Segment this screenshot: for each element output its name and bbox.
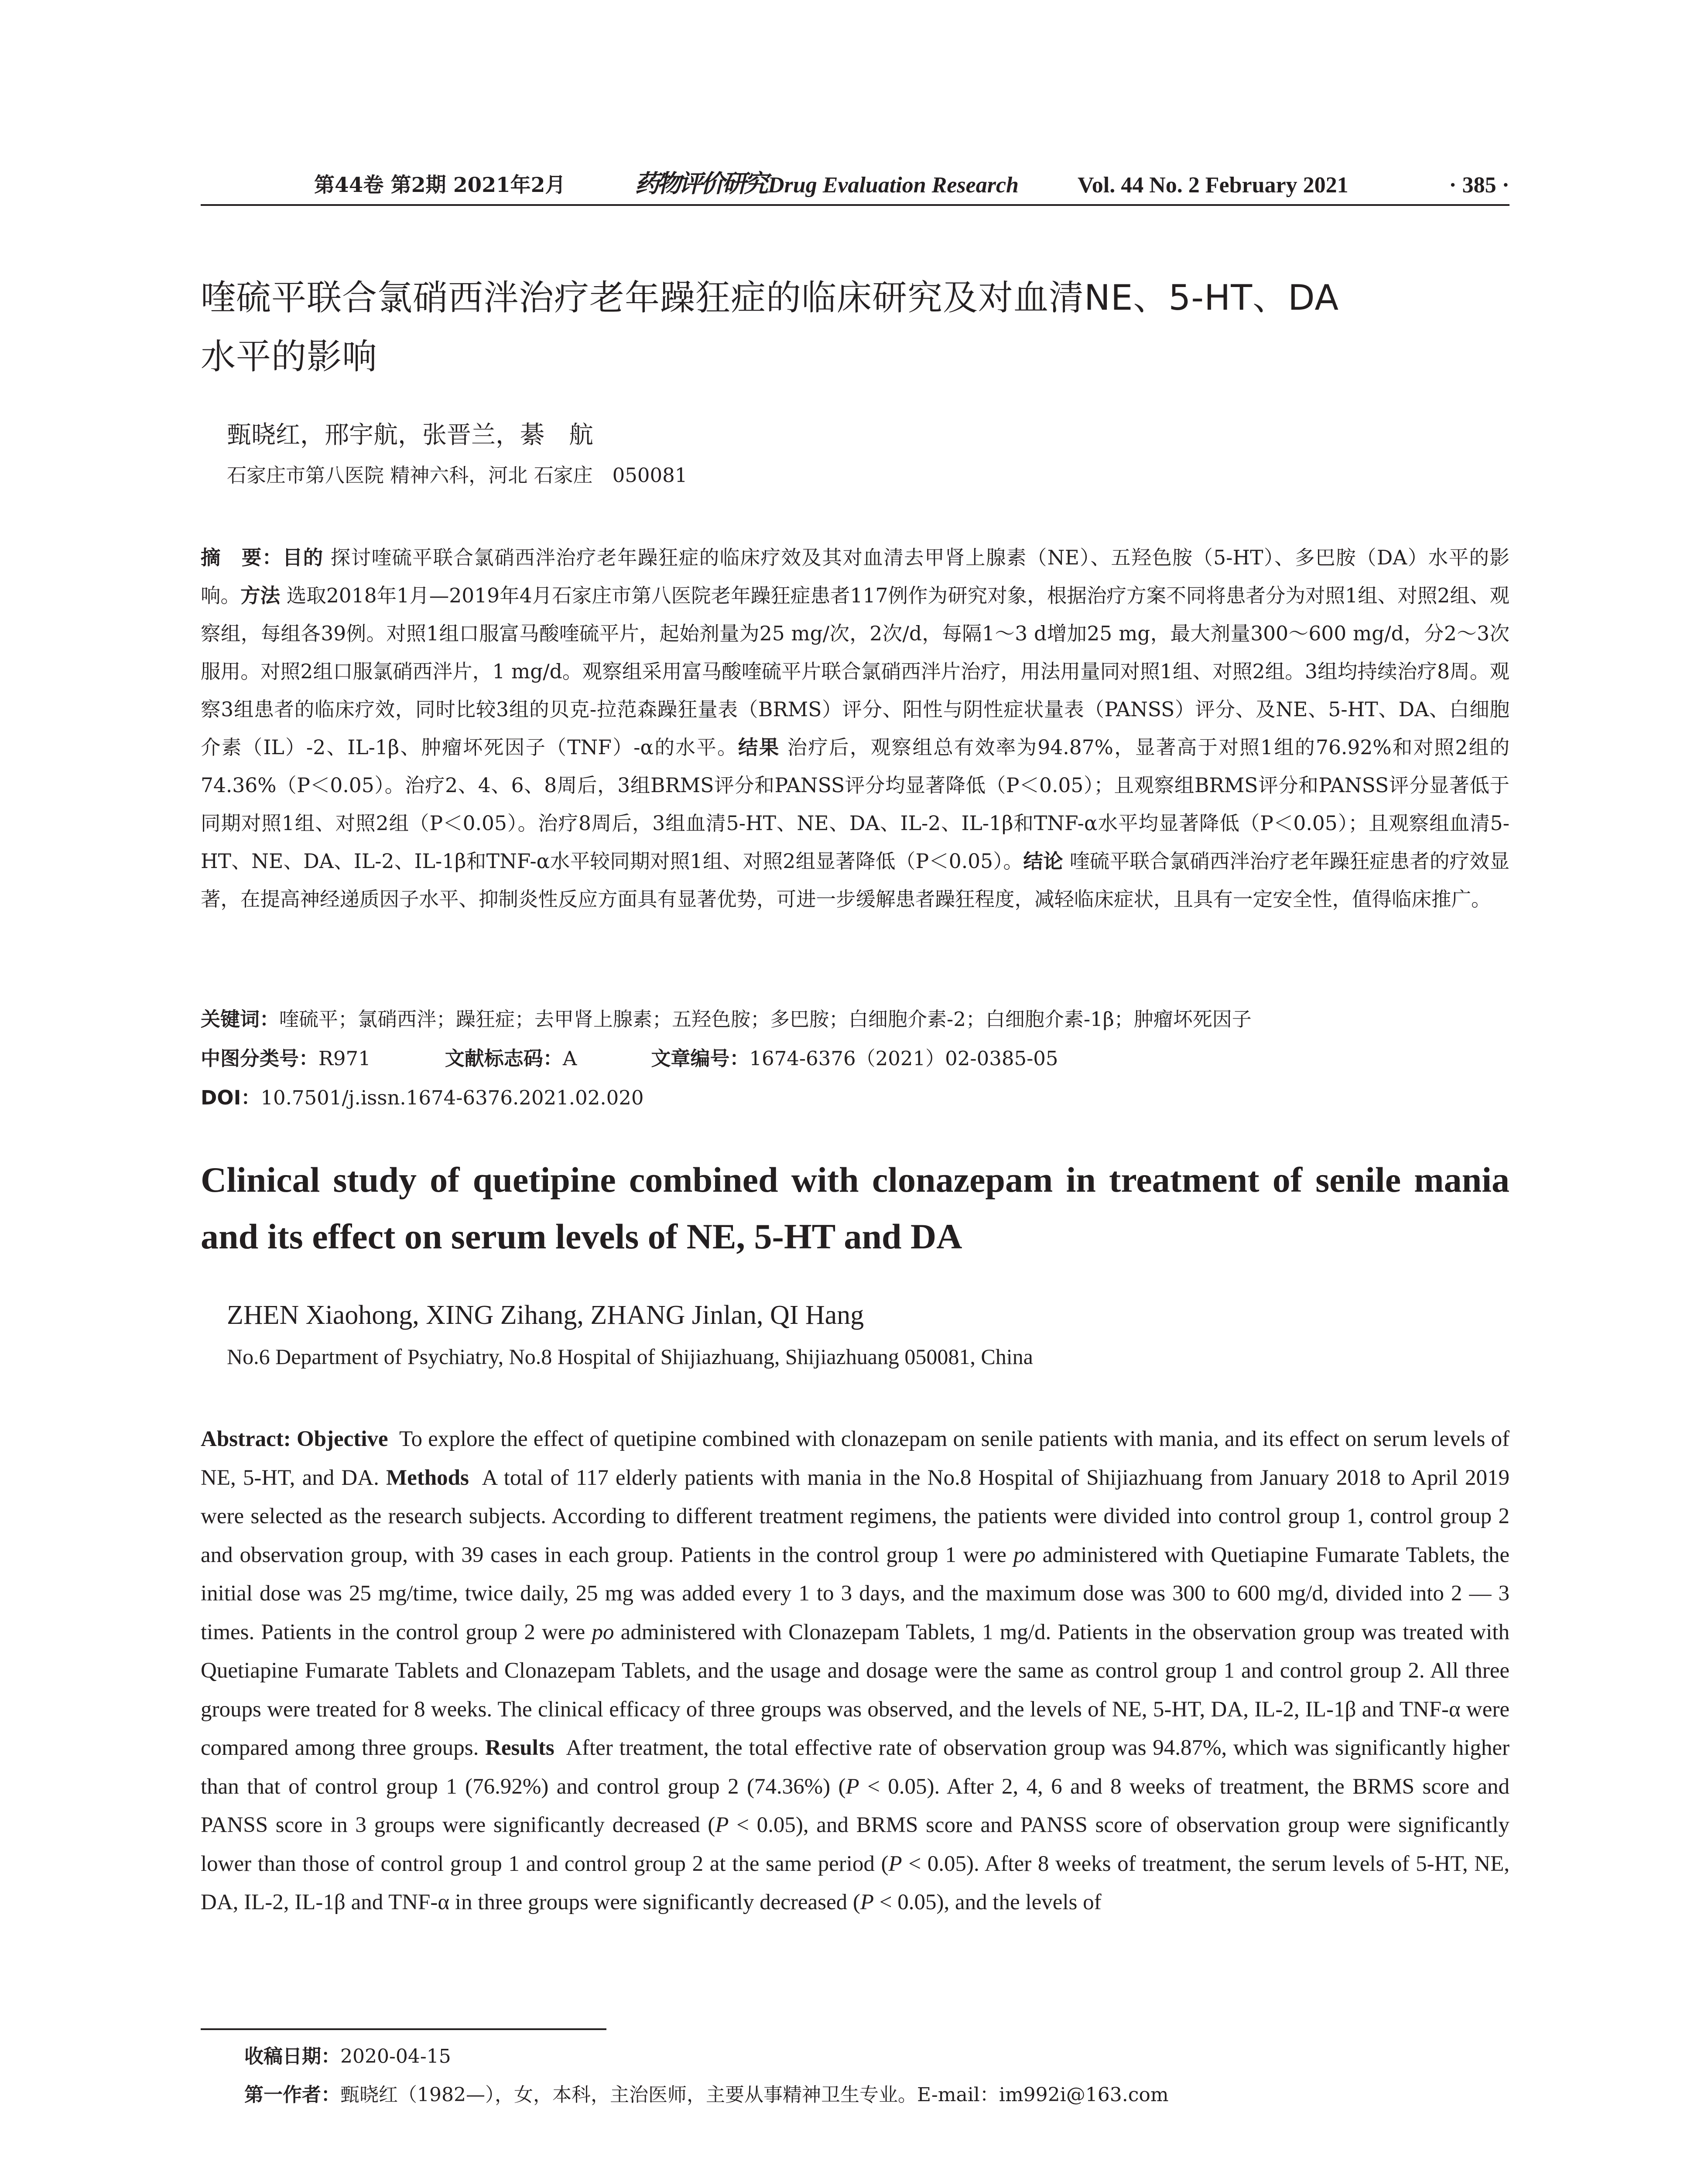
objective-cn-label: 目的 — [282, 546, 324, 569]
affiliation-en: No.6 Department of Psychiatry, No.8 Hospital of Shijiazhuang, Shijiazhuang 050081, China — [227, 1344, 1033, 1369]
doc-code-value: A — [562, 1047, 577, 1070]
keywords-cn-text: 喹硫平；氯硝西泮；躁狂症；去甲肾上腺素；五羟色胺；多巴胺；白细胞介素-2；白细胞介素-1β；肿瘤坏死因子 — [279, 1008, 1252, 1031]
journal-name-en: Drug Evaluation Research — [768, 173, 1019, 198]
classification-line — [201, 1039, 1509, 1077]
conclusion-cn-label: 结论 — [1023, 850, 1064, 873]
objective-en-text: To explore the effect of quetipine combined with clonazepam on senile patients with mania, and its effect on serum levels of NE, 5-HT, and DA. — [201, 1427, 1509, 1490]
doi-label: DOI： — [201, 1086, 261, 1109]
methods-cn-label: 方法 — [240, 584, 281, 607]
title-cn — [201, 268, 1509, 386]
results-cn-text: 治疗后，观察组总有效率为94.87%，显著高于对照1组的76.92%和对照2组的74.36%（P＜0.05）。治疗2、4、6、8周后，3组BRMS评分和PANSS评分均显著降低（P＜0.05）；且观察组BRMS评分和PANSS评分显著低于同期对照1组、对照2组（P＜0.05）。治疗8周后，3组血清5-HT、NE、DA、IL-2、IL-1β和TNF-α水平均显著降低（P＜0.05）；且观察组血清5-HT、NE、DA、IL-2、IL-1β和TNF-α水平较同期对照1组、对照2组显著降低（P＜0.05）。 — [201, 736, 1509, 873]
po-abbrev-1: po — [1013, 1542, 1036, 1567]
doi-value: 10.7501/j.issn.1674-6376.2021.02.020 — [260, 1086, 644, 1109]
conclusion-cn-text: 喹硫平联合氯硝西泮治疗老年躁狂症患者的疗效显著，在提高神经递质因子水平、抑制炎性反应方面具有显著优势，可进一步缓解患者躁狂程度，减轻临床症状，且具有一定安全性，值得临床推广。 — [201, 850, 1509, 911]
authors-cn: 甄晓红，邢宇航，张晋兰，綦 航 — [227, 421, 593, 449]
abstract-cn — [201, 539, 1509, 918]
abstract-en — [201, 1420, 1509, 1922]
title-cn-line-1: 喹硫平联合氯硝西泮治疗老年躁狂症的临床研究及对血清NE、5-HT、DA — [201, 277, 1339, 318]
running-head — [201, 169, 1509, 207]
p-value-symbol: P — [715, 1813, 729, 1837]
results-en-text-4: < 0.05). After 8 weeks of treatment, the serum levels of 5-HT, NE, DA, IL-2, IL-1β and TNF-α in three groups were significantly decreased ( — [201, 1851, 1509, 1914]
results-en-text-1: After treatment, the total effective rate of observation group was 94.87%, which was significantly higher than that of control group 1 (76.92%) and control group 2 (74.36%) ( — [201, 1736, 1509, 1799]
header-divider — [201, 204, 1509, 206]
article-number-label: 文章编号： — [651, 1047, 750, 1070]
results-en-text-3: < 0.05), and BRMS score and PANSS score of observation group were significantly lower than those of control group 1 and control group 2 at the same period ( — [201, 1813, 1510, 1876]
affiliation-cn: 石家庄市第八医院 精神六科，河北 石家庄 050081 — [227, 464, 688, 487]
article-number-value: 1674-6376（2021）02-0385-05 — [749, 1047, 1058, 1070]
keywords-cn-label: 关键词： — [201, 1008, 280, 1031]
first-author-value: 甄晓红（1982—），女，本科，主治医师，主要从事精神卫生专业。E-mail：im992i@163.com — [340, 2084, 1169, 2106]
abstract-cn-label: 摘 要： — [201, 546, 283, 569]
objective-en-label: Objective — [296, 1427, 388, 1451]
abstract-en-label: Abstract: — [201, 1427, 291, 1451]
p-value-symbol: P — [845, 1774, 859, 1799]
issue-info-cn: 第44卷 第2期 2021年2月 — [314, 173, 566, 197]
methods-en-text-1: A total of 117 elderly patients with mania in the No.8 Hospital of Shijiazhuang from January 2018 to April 2019 were selected as the research subjects. According to different treatment regimens, the patients were divided into control group 1, control group 2 and observation group, with 39 cases in each group. Patients in the control group 1 were — [201, 1465, 1510, 1567]
authors-en: ZHEN Xiaohong, XING Zihang, ZHANG Jinlan, QI Hang — [227, 1300, 864, 1330]
results-cn-label: 结果 — [738, 736, 780, 759]
objective-cn-text: 探讨喹硫平联合氯硝西泮治疗老年躁狂症的临床疗效及其对血清去甲肾上腺素（NE）、五羟色胺（5-HT）、多巴胺（DA）水平的影响。 — [201, 546, 1509, 607]
p-value-symbol: P — [888, 1851, 902, 1876]
title-cn-line-2: 水平的影响 — [201, 336, 377, 377]
doc-code-label: 文献标志码： — [445, 1047, 563, 1070]
results-en-text-2: < 0.05). After 2, 4, 6 and 8 weeks of treatment, the BRMS score and PANSS score in 3 groups were significantly decreased ( — [201, 1774, 1510, 1837]
doi-line — [201, 1079, 1509, 1117]
methods-en-label: Methods — [386, 1465, 469, 1490]
clc-value: R971 — [318, 1047, 371, 1070]
received-label: 收稿日期： — [244, 2045, 340, 2068]
received-value: 2020-04-15 — [340, 2045, 451, 2068]
keywords-cn — [201, 1000, 1509, 1038]
title-en: Clinical study of quetipine combined with clonazepam in treatment of senile mania and its effect on serum levels of NE, 5-HT and DA — [201, 1160, 1509, 1256]
first-author-note — [244, 2080, 1509, 2110]
first-author-label: 第一作者： — [244, 2084, 340, 2106]
clc-label: 中图分类号： — [201, 1047, 319, 1070]
page-number: · 385 · — [1449, 173, 1509, 198]
received-date — [244, 2041, 1509, 2072]
results-en-label: Results — [485, 1736, 555, 1760]
methods-en-text-3: administered with Clonazepam Tablets, 1 mg/d. Patients in the observation group was treated with Quetiapine Fumarate Tablets and Clonazepam Tablets, and the usage and dosage were the same as control group 1 and control group 2. All three groups were treated for 8 weeks. The clinical efficacy of three groups was observed, and the levels of NE, 5-HT, DA, IL-2, IL-1β and TNF-α were compared among three groups. — [201, 1620, 1510, 1760]
footnote-divider — [201, 2028, 606, 2030]
methods-cn-text: 选取2018年1月—2019年4月石家庄市第八医院老年躁狂症患者117例作为研究对象，根据治疗方案不同将患者分为对照1组、对照2组、观察组，每组各39例。对照1组口服富马酸喹硫平片，起始剂量为25 mg/次，2次/d，每隔1～3 d增加25 mg，最大剂量300～600 mg/d，分2～3次服用。对照2组口服氯硝西泮片，1 mg/d。观察组采用富马酸喹硫平片联合氯硝西泮片治疗，用法用量同对照1组、对照2组。3组均持续治疗8周。观察3组患者的临床疗效，同时比较3组的贝克-拉范森躁狂量表（BRMS）评分、阳性与阴性症状量表（PANSS）评分、及NE、5-HT、DA、白细胞介素（IL）-2、IL-1β、肿瘤坏死因子（TNF）-α的水平。 — [201, 584, 1509, 759]
p-value-symbol: P — [860, 1890, 874, 1914]
methods-en-text-2: administered with Quetiapine Fumarate Tablets, the initial dose was 25 mg/time, twice daily, 25 mg was added every 1 to 3 days, and the maximum dose was 300 to 600 mg/d, divided into 2 — 3 times. Patients in the control group 2 were — [201, 1542, 1510, 1644]
journal-logo-cn: 药物评价研究 — [635, 169, 766, 198]
results-en-text-5: < 0.05), and the levels of — [879, 1890, 1102, 1914]
volume-info-en: Vol. 44 No. 2 February 2021 — [1078, 173, 1349, 198]
po-abbrev-2: po — [592, 1620, 614, 1644]
